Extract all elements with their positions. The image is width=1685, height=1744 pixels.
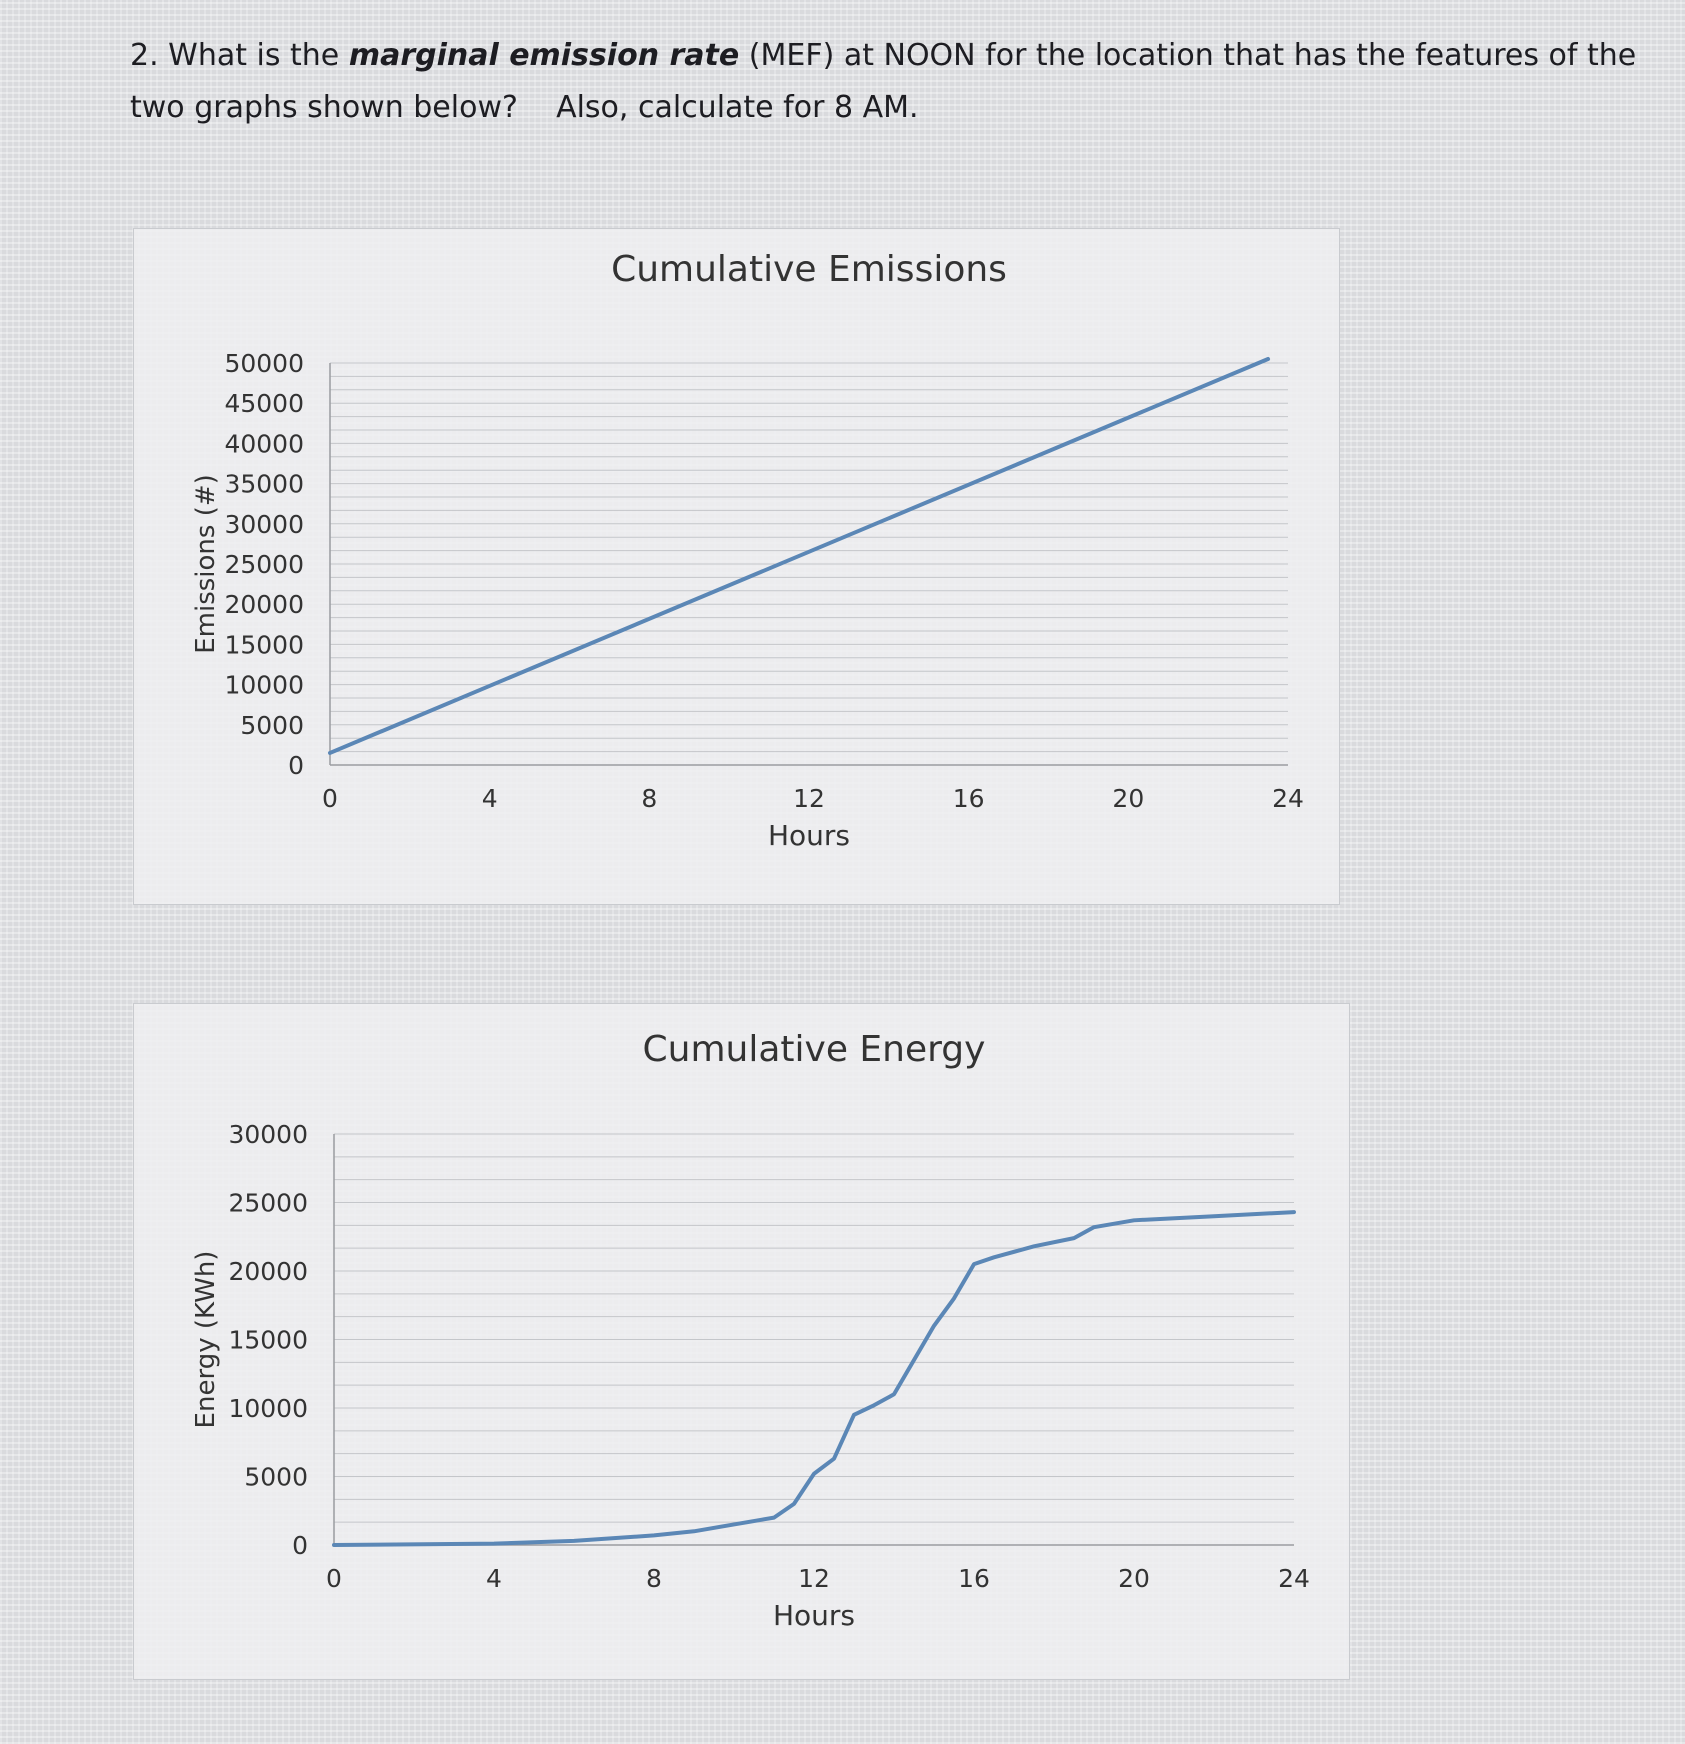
y-tick-label: 15000 [224, 630, 304, 660]
cumulative-energy-chart [133, 1003, 1350, 1680]
x-axis-label: Hours [772, 1599, 856, 1632]
y-axis-label: Emissions (#) [191, 474, 221, 654]
x-tick-label: 24 [1272, 784, 1304, 813]
x-tick-label: 16 [952, 784, 985, 813]
question-text-second: Also, calculate for 8 AM. [556, 90, 919, 125]
y-tick-label: 25000 [228, 1188, 308, 1218]
x-tick-label: 20 [1112, 784, 1145, 813]
y-tick-label: 0 [288, 751, 304, 780]
x-tick-label: 12 [798, 1564, 830, 1593]
y-tick-label: 20000 [224, 590, 304, 620]
x-tick-label: 24 [1278, 1564, 1310, 1593]
y-tick-label: 30000 [224, 509, 304, 539]
x-tick-label: 8 [646, 1564, 662, 1593]
x-tick-label: 0 [326, 1564, 342, 1593]
x-tick-label: 4 [481, 784, 498, 813]
y-tick-label: 5000 [244, 1462, 308, 1492]
x-tick-label: 12 [793, 784, 825, 813]
y-tick-label: 10000 [228, 1394, 308, 1423]
y-tick-label: 0 [292, 1531, 308, 1560]
x-tick-label: 0 [322, 784, 338, 813]
y-tick-label: 10000 [224, 670, 304, 700]
series-line [334, 1212, 1294, 1545]
question-text-after: (MEF) at NOON for the location that has the features of the two graphs shown below? [130, 38, 1637, 125]
y-tick-label: 30000 [228, 1120, 308, 1149]
question-text [130, 30, 1650, 134]
y-tick-label: 15000 [228, 1325, 308, 1355]
y-tick-label: 35000 [224, 469, 304, 499]
x-tick-label: 8 [641, 784, 658, 813]
x-tick-label: 20 [1118, 1564, 1150, 1593]
cumulative-emissions-svg [134, 229, 1339, 904]
question-emphasis: marginal emission rate [348, 38, 740, 73]
y-tick-label: 45000 [224, 389, 304, 419]
y-tick-label: 50000 [224, 349, 304, 378]
chart-title: Cumulative Energy [642, 1029, 986, 1070]
chart-title: Cumulative Emissions [611, 249, 1007, 290]
y-axis-label: Energy (KWh) [191, 1250, 221, 1429]
cumulative-energy-svg [134, 1004, 1349, 1679]
y-tick-label: 25000 [224, 550, 304, 579]
cumulative-emissions-chart [133, 228, 1340, 905]
y-tick-label: 20000 [228, 1257, 308, 1286]
series-line [330, 359, 1268, 753]
question-text-before: What is the [168, 38, 340, 73]
question-number: 2. [130, 38, 159, 73]
x-tick-label: 16 [958, 1564, 990, 1593]
x-axis-label: Hours [767, 819, 851, 852]
y-tick-label: 40000 [224, 429, 304, 459]
x-tick-label: 4 [486, 1564, 502, 1593]
y-tick-label: 5000 [240, 710, 304, 740]
